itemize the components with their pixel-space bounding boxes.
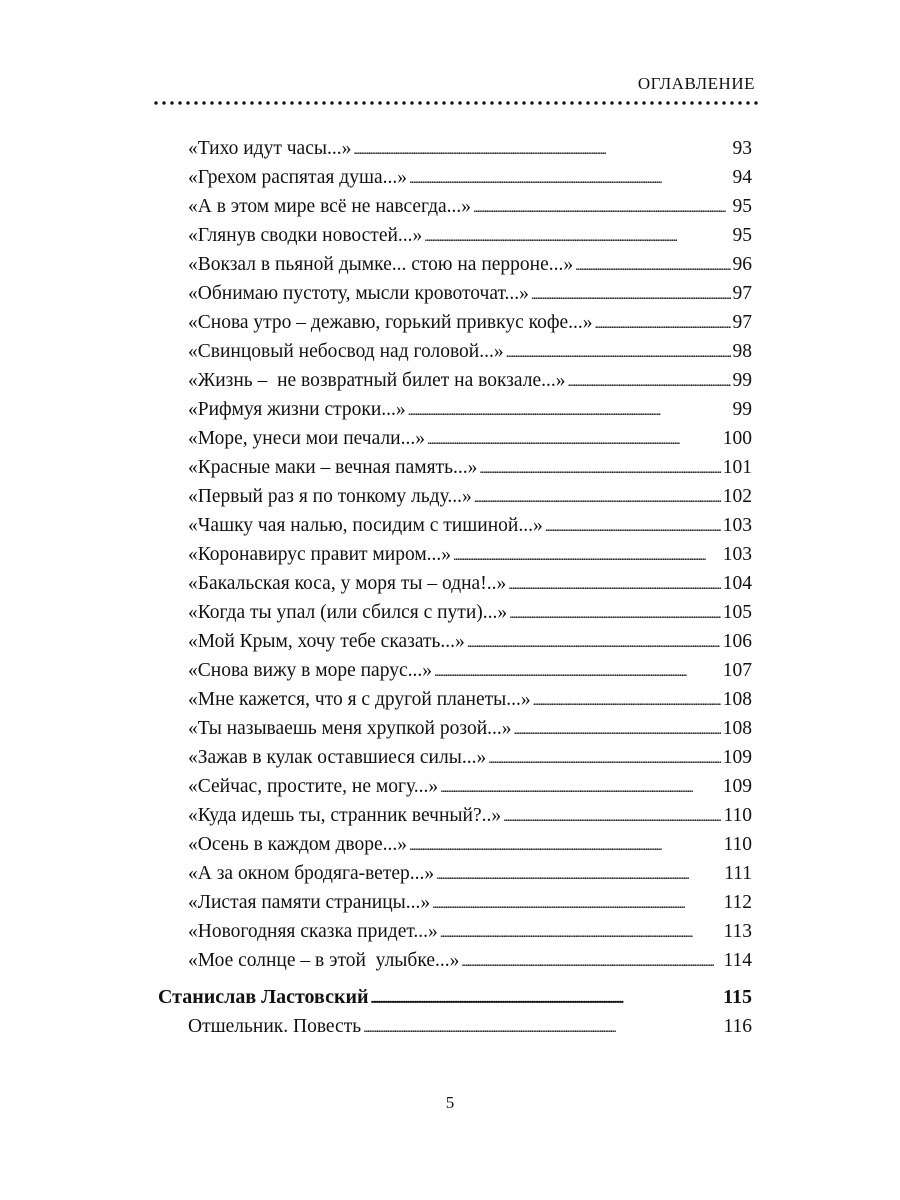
toc-entry — [158, 511, 752, 540]
toc-entry — [158, 395, 752, 424]
dot-leader — [440, 917, 722, 948]
toc-entry-page: 105 — [722, 602, 752, 623]
dot-leader — [595, 308, 731, 339]
dot-leader — [533, 685, 721, 716]
toc-entry-title: «Море, унеси мои печали...» — [188, 428, 425, 449]
toc-entry-page: 97 — [732, 312, 752, 333]
toc-entry-title: «Новогодняя сказка придет...» — [188, 921, 438, 942]
toc-entry — [158, 279, 752, 308]
toc-entry-page: 113 — [723, 921, 752, 942]
toc-entry-title: «Первый раз я по тонкому льду...» — [188, 486, 472, 507]
toc-entry — [158, 569, 752, 598]
toc-entry — [158, 453, 752, 482]
toc-entry-page: 112 — [723, 892, 752, 913]
dot-leader — [567, 366, 730, 397]
toc-entry-title: «Жизнь – не возвратный билет на вокзале...» — [188, 370, 566, 391]
toc-entry-title: «Зажав в кулак оставшиеся силы...» — [188, 747, 487, 768]
toc-entry-page: 115 — [723, 986, 752, 1008]
toc-entry-page: 98 — [732, 341, 752, 362]
toc-entry-title: «Листая памяти страницы...» — [188, 892, 431, 913]
toc-entry-title: «А за окном бродяга-ветер...» — [188, 863, 435, 884]
toc-entry-title: «А в этом мире всё не навсегда...» — [188, 196, 472, 217]
toc-entry-title: «Мой Крым, хочу тебе сказать...» — [188, 631, 465, 652]
dot-leader — [545, 511, 721, 542]
toc-entry — [158, 627, 752, 656]
toc-entry-title: «Обнимаю пустоту, мысли кровоточат...» — [188, 283, 529, 304]
toc-entry — [158, 830, 752, 859]
toc-entry-page: 97 — [732, 283, 752, 304]
dot-leader — [575, 250, 730, 281]
toc-entry — [158, 192, 752, 221]
dot-leader — [531, 279, 731, 310]
toc-entry-title: «Мне кажется, что я с другой планеты...» — [188, 689, 531, 710]
dot-leader — [432, 888, 721, 919]
page-number: 5 — [445, 1093, 455, 1112]
toc-entry-page: 110 — [723, 805, 752, 826]
toc-entry-page: 110 — [723, 834, 752, 855]
dot-leader — [453, 540, 721, 571]
toc-entry-title: «Когда ты упал (или сбился с пути)...» — [188, 602, 508, 623]
toc-entry-page: 100 — [722, 428, 752, 449]
dot-leader — [409, 830, 721, 861]
toc-entry — [158, 656, 752, 685]
toc-entry — [158, 250, 752, 279]
toc-entry — [158, 308, 752, 337]
toc-entry-page: 111 — [724, 863, 752, 884]
dot-leader — [424, 221, 730, 252]
toc-entry-page: 104 — [722, 573, 752, 594]
toc-entry — [158, 1012, 752, 1041]
toc-entry-title: «Свинцовый небосвод над головой...» — [188, 341, 504, 362]
toc-entry-page: 109 — [722, 776, 752, 797]
toc-entry — [158, 685, 752, 714]
dot-leader — [488, 743, 721, 774]
toc-entry-page: 95 — [732, 225, 752, 246]
toc-entry — [158, 772, 752, 801]
toc-entry — [158, 946, 752, 975]
dot-leader — [440, 772, 721, 803]
dot-leader — [436, 859, 722, 890]
toc-entry-page: 99 — [732, 370, 752, 391]
toc-entry — [158, 888, 752, 917]
dot-leader — [409, 163, 731, 194]
dot-leader — [506, 337, 731, 368]
table-of-contents — [158, 134, 752, 1041]
toc-entry — [158, 714, 752, 743]
toc-entry — [158, 598, 752, 627]
toc-entry-page: 108 — [722, 718, 752, 739]
toc-entry-page: 103 — [722, 544, 752, 565]
toc-entry-page: 116 — [723, 1016, 752, 1037]
toc-entry-title: «Сейчас, простите, не могу...» — [188, 776, 439, 797]
toc-entry — [158, 424, 752, 453]
toc-entry-page: 102 — [722, 486, 752, 507]
dot-leader — [353, 134, 730, 165]
toc-entry — [158, 134, 752, 163]
toc-entry-page: 93 — [732, 138, 752, 159]
toc-entry-title: «Вокзал в пьяной дымке... стою на перроне...» — [188, 254, 574, 275]
toc-entry-page: 94 — [732, 167, 752, 188]
toc-entry-title: «Ты называешь меня хрупкой розой...» — [188, 718, 512, 739]
toc-entry-page: 103 — [722, 515, 752, 536]
toc-entry-page: 95 — [732, 196, 752, 217]
toc-entry-title: «Куда идешь ты, странник вечный?..» — [188, 805, 502, 826]
toc-entry — [158, 482, 752, 511]
toc-entry — [158, 540, 752, 569]
toc-entry — [158, 859, 752, 888]
dot-leader — [427, 424, 721, 455]
toc-entry-title: «Мое солнце – в этой улыбке...» — [188, 950, 460, 971]
toc-entry-page: 109 — [722, 747, 752, 768]
toc-entry — [158, 917, 752, 946]
dot-leader — [434, 656, 721, 687]
dot-leader — [508, 569, 721, 600]
toc-entry-title: «Красные маки – вечная память...» — [188, 457, 478, 478]
dotted-divider — [152, 101, 758, 105]
toc-entry-page: 96 — [732, 254, 752, 275]
toc-entry — [158, 163, 752, 192]
toc-entry-page: 101 — [722, 457, 752, 478]
toc-entry-page: 108 — [722, 689, 752, 710]
toc-entry-page: 107 — [722, 660, 752, 681]
running-head: ОГЛАВЛЕНИЕ — [637, 74, 755, 93]
dot-leader — [514, 714, 721, 745]
toc-entry-title: «Рифмуя жизни строки...» — [188, 399, 406, 420]
dot-leader — [363, 1012, 721, 1043]
toc-entry-page: 114 — [723, 950, 752, 971]
toc-entry — [158, 221, 752, 250]
toc-entry — [158, 366, 752, 395]
toc-entry-title: «Чашку чая налью, посидим с тишиной...» — [188, 515, 543, 536]
toc-entry-title: Станислав Ластовский — [158, 986, 369, 1008]
toc-entry — [158, 801, 752, 830]
dot-leader — [408, 395, 731, 426]
dot-leader — [479, 453, 720, 484]
dot-leader — [509, 598, 721, 629]
toc-entry-title: «Глянув сводки новостей...» — [188, 225, 423, 246]
toc-entry-page: 99 — [732, 399, 752, 420]
dot-leader — [371, 983, 722, 1014]
toc-entry-title: «Коронавирус правит миром...» — [188, 544, 452, 565]
toc-entry-page: 106 — [722, 631, 752, 652]
dot-leader — [473, 192, 730, 223]
dot-leader — [461, 946, 721, 977]
toc-entry-title: «Осень в каждом дворе...» — [188, 834, 408, 855]
toc-entry-title: «Снова утро – дежавю, горький привкус кофе...» — [188, 312, 593, 333]
dot-leader — [467, 627, 721, 658]
toc-entry-title: «Грехом распятая душа...» — [188, 167, 407, 188]
dot-leader — [474, 482, 721, 513]
toc-entry — [158, 337, 752, 366]
toc-entry-title: Отшельник. Повесть — [188, 1016, 362, 1037]
toc-author-entry — [158, 983, 752, 1012]
toc-entry-title: «Снова вижу в море парус...» — [188, 660, 432, 681]
toc-entry-title: «Тихо идут часы...» — [188, 138, 352, 159]
toc-entry-title: «Бакальская коса, у моря ты – одна!..» — [188, 573, 507, 594]
toc-entry — [158, 743, 752, 772]
dot-leader — [503, 801, 721, 832]
